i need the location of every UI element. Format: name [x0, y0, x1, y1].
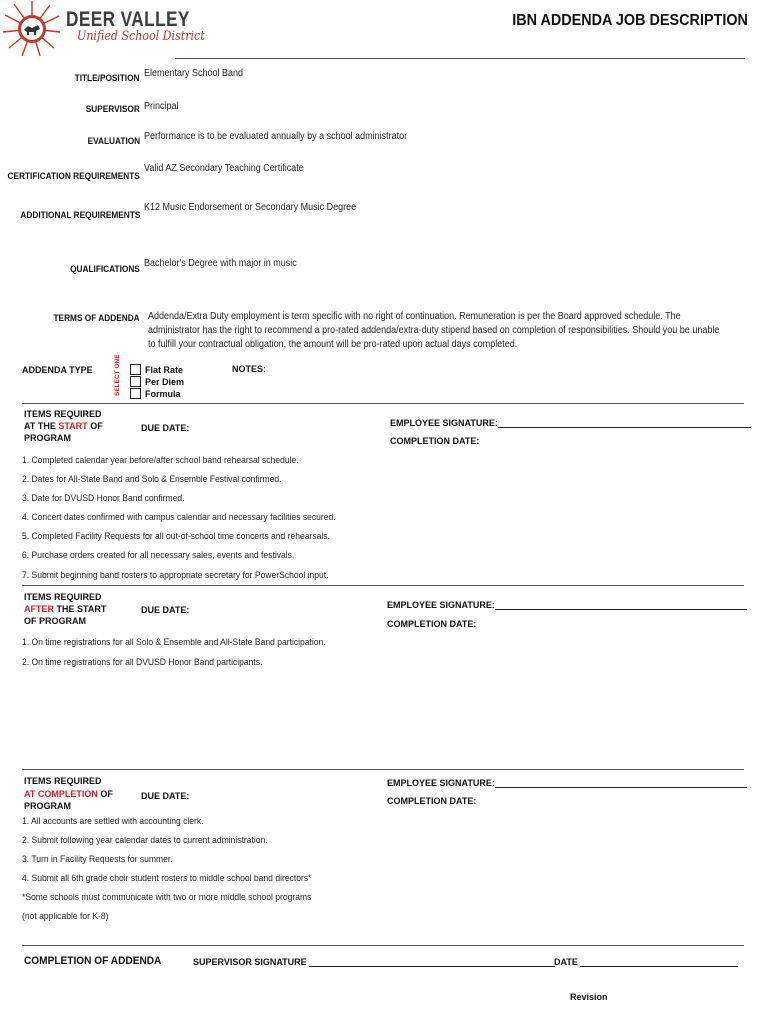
- terms-line-2: administrator has the right to recommend a pro-rated addenda/extra-duty stipend based on completion of responsibilities. Should you be unable: [148, 325, 720, 336]
- title-value: Elementary School Band: [144, 68, 244, 79]
- divider: [22, 945, 744, 946]
- evaluation-label: EVALUATION: [87, 136, 140, 146]
- terms-line-3: to fulfill your contractual obligation, the amount will be pro-rated upon actual days completed.: [148, 339, 518, 350]
- list-item: 1. On time registrations for all Solo & Ensemble and All-State Band participation.: [22, 637, 326, 648]
- formula-label: Formula: [145, 389, 181, 399]
- notes-label: NOTES:: [232, 364, 267, 374]
- document-title: IBN ADDENDA JOB DESCRIPTION: [512, 12, 748, 29]
- select-one-label: SELECT ONE: [114, 354, 121, 396]
- completion-employee-signature[interactable]: EMPLOYEE SIGNATURE:: [387, 778, 747, 788]
- divider: [22, 769, 744, 770]
- logo-subtitle: Unified School District: [77, 29, 205, 44]
- supervisor-signature-field[interactable]: SUPERVISOR SIGNATURE: [193, 957, 555, 967]
- list-item: 4. Submit all 6th grade choir student rosters to middle school band directors*: [22, 873, 312, 884]
- additional-requirements-label: ADDITIONAL REQUIREMENTS: [20, 210, 140, 220]
- list-item: 6. Purchase orders created for all necessary sales, events and festivals.: [22, 550, 295, 561]
- evaluation-value: Performance is to be evaluated annually by a school administrator: [144, 131, 408, 142]
- per-diem-checkbox[interactable]: [130, 376, 141, 387]
- supervisor-value: Principal: [144, 101, 179, 112]
- completion-due-date-label: DUE DATE:: [141, 791, 190, 801]
- qualifications-label: QUALIFICATIONS: [70, 264, 140, 274]
- qualifications-value: Bachelor's Degree with major in music: [144, 258, 297, 269]
- start-due-date-label: DUE DATE:: [141, 423, 190, 433]
- terms-line-1: Addenda/Extra Duty employment is term specific with no right of continuation. Remuneration is per the Board approved schedule. The: [148, 311, 681, 322]
- terms-label: TERMS OF ADDENDA: [53, 313, 140, 323]
- header-rule: [175, 58, 745, 59]
- date-field[interactable]: DATE: [554, 957, 738, 967]
- list-item: 1. All accounts are settled with accounting clerk.: [22, 816, 204, 827]
- start-completion-date-label: COMPLETION DATE:: [390, 436, 480, 446]
- addenda-type-label: ADDENDA TYPE: [22, 365, 93, 375]
- list-item: 2. Submit following year calendar dates to current administration.: [22, 835, 268, 846]
- certification-label: CERTIFICATION REQUIREMENTS: [7, 171, 140, 181]
- after-section-heading: ITEMS REQUIRED AFTER THE START OF PROGRAM: [24, 592, 107, 626]
- footnote: (not applicable for K-8): [22, 911, 109, 922]
- logo-name: DEER VALLEY: [66, 8, 190, 31]
- after-due-date-label: DUE DATE:: [141, 605, 190, 615]
- additional-requirements-value: K12 Music Endorsement or Secondary Music Degree: [144, 202, 357, 213]
- after-completion-date-label: COMPLETION DATE:: [387, 619, 477, 629]
- completion-section-heading: ITEMS REQUIRED AT COMPLETION OF PROGRAM: [24, 776, 113, 811]
- flat-rate-label: Flat Rate: [145, 365, 184, 375]
- list-item: 2. On time registrations for all DVUSD Honor Band participants.: [22, 657, 263, 668]
- revision-label: Revision: [570, 992, 608, 1002]
- completion-of-addenda-label: COMPLETION OF ADDENDA: [24, 955, 162, 967]
- list-item: 3. Date for DVUSD Honor Band confirmed.: [22, 493, 185, 504]
- list-item: 1. Completed calendar year before/after school band rehearsal schedule.: [22, 455, 299, 466]
- per-diem-label: Per Diem: [145, 377, 185, 387]
- certification-value: Valid AZ Secondary Teaching Certificate: [144, 163, 304, 174]
- sunburst-icon: [2, 0, 62, 58]
- completion-completion-date-label: COMPLETION DATE:: [387, 796, 477, 806]
- divider: [22, 585, 744, 586]
- district-logo: [0, 0, 205, 58]
- divider: [22, 403, 744, 404]
- flat-rate-checkbox[interactable]: [130, 364, 141, 375]
- after-employee-signature[interactable]: EMPLOYEE SIGNATURE:: [387, 600, 747, 610]
- list-item: 5. Completed Facility Requests for all out-of-school time concerts and rehearsals.: [22, 531, 330, 542]
- start-section-heading: ITEMS REQUIRED AT THE START OF PROGRAM: [24, 409, 103, 443]
- title-label: TITLE/POSITION: [75, 73, 140, 83]
- supervisor-label: SUPERVISOR: [85, 104, 140, 114]
- footnote: *Some schools must communicate with two or more middle school programs: [22, 892, 312, 903]
- list-item: 2. Dates for All-State Band and Solo & Ensemble Festival confirmed.: [22, 474, 282, 485]
- list-item: 3. Turn in Facility Requests for summer.: [22, 854, 173, 865]
- formula-checkbox[interactable]: [130, 388, 141, 399]
- start-employee-signature[interactable]: EMPLOYEE SIGNATURE:: [390, 418, 751, 428]
- list-item: 4. Concert dates confirmed with campus calendar and necessary facilities secured.: [22, 512, 336, 523]
- list-item: 7. Submit beginning band rosters to appropriate secretary for PowerSchool input.: [22, 570, 329, 581]
